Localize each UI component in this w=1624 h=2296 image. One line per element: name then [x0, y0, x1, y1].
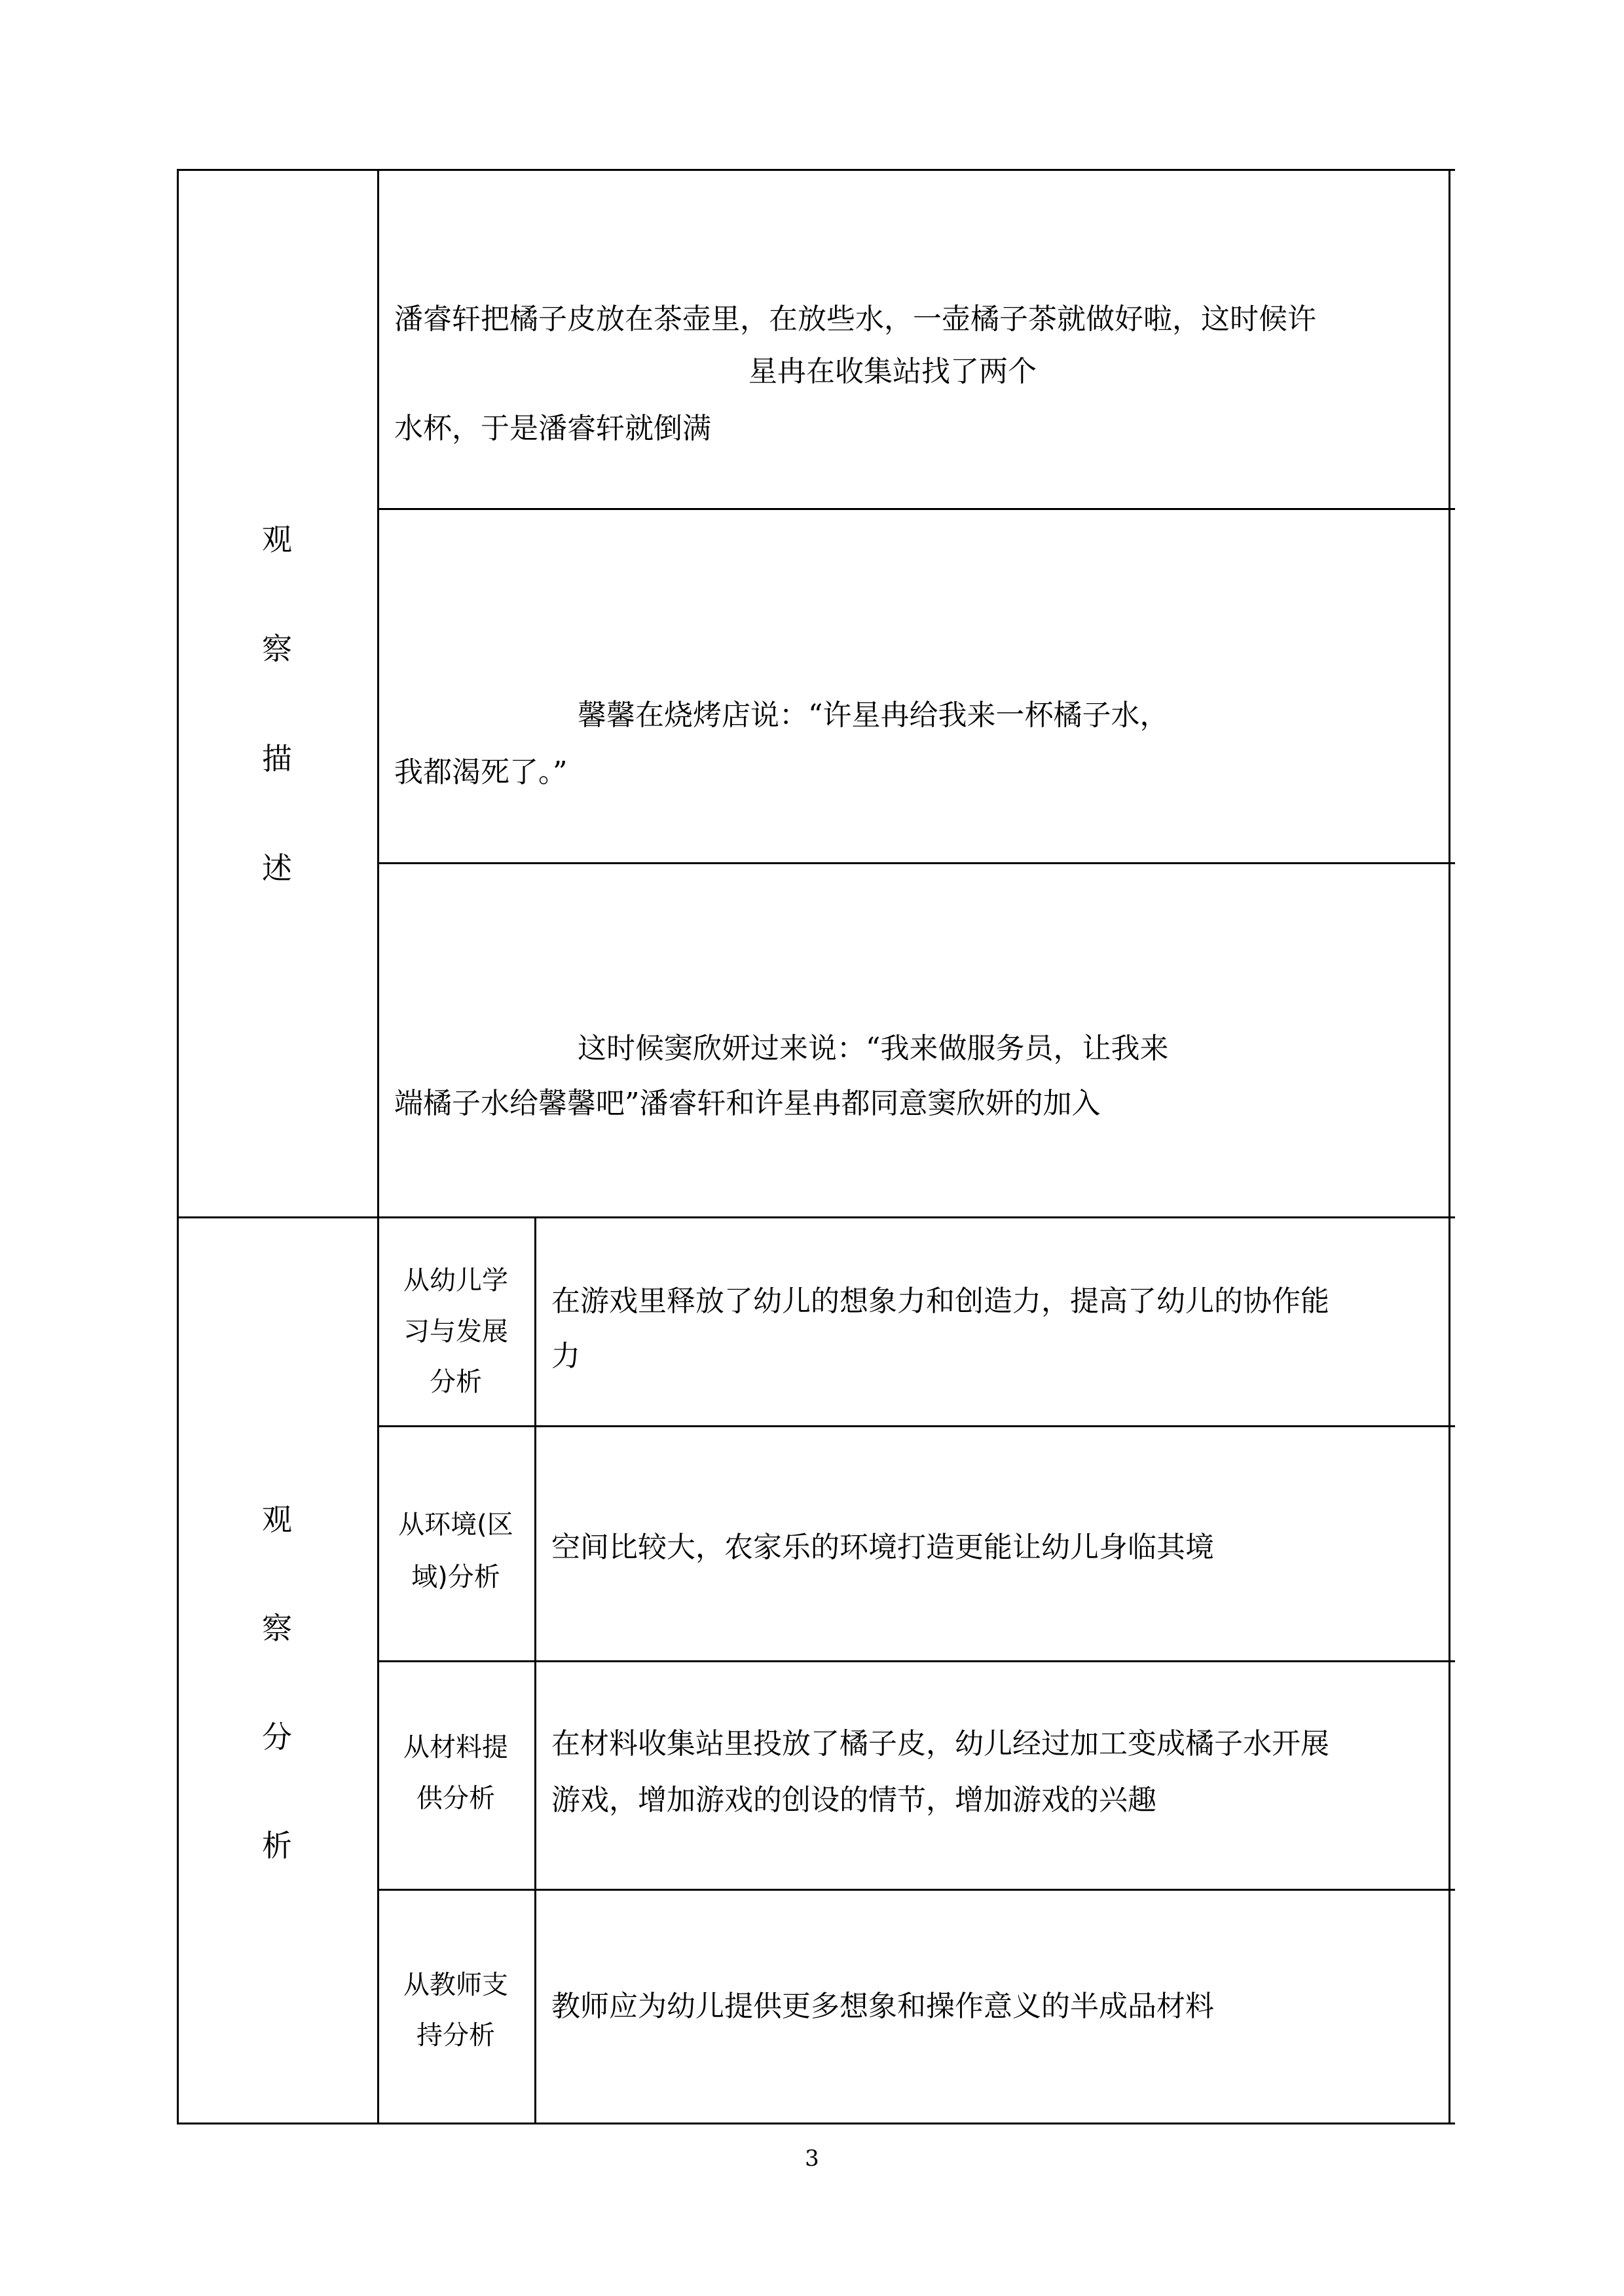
- aspect-environment-line-1: 从环境(区: [398, 1510, 513, 1540]
- aspect-teacher-line-2: 持分析: [416, 2020, 495, 2050]
- entry-2-line-1: 馨馨在烧烤店说：“许星冉给我来一杯橘子水，: [578, 699, 1169, 732]
- analysis-label-char: 分: [262, 1719, 292, 1755]
- analysis-row1-divider: [378, 1425, 1455, 1427]
- table-right-border: [1449, 169, 1450, 2124]
- table-bottom-border: [177, 2123, 1455, 2124]
- content-environment-line-1: 空间比较大，农家乐的环境打造更能让幼儿身临其境: [551, 1531, 1214, 1564]
- desc-row1-divider: [378, 508, 1455, 510]
- aspect-column-divider: [534, 1216, 536, 2124]
- desc-label-char: 描: [262, 741, 292, 776]
- section-divider: [177, 1216, 1455, 1218]
- aspect-learning-line-2: 习与发展: [403, 1317, 508, 1347]
- entry-1-line-2: 星冉在收集站找了两个: [748, 355, 1037, 388]
- analysis-label-char: 析: [262, 1828, 292, 1863]
- aspect-materials-line-2: 供分析: [416, 1783, 495, 1813]
- analysis-label-char: 观: [262, 1502, 292, 1537]
- analysis-label-char: 察: [262, 1611, 292, 1646]
- desc-label-char: 观: [262, 522, 292, 557]
- table-left-border: [177, 169, 179, 2124]
- entry-1-line-1: 潘睿轩把橘子皮放在茶壶里，在放些水，一壶橘子茶就做好啦，这时候许: [394, 302, 1316, 336]
- aspect-learning-line-1: 从幼儿学: [403, 1266, 508, 1296]
- content-materials-line-1: 在材料收集站里投放了橘子皮，幼儿经过加工变成橘子水开展: [551, 1727, 1329, 1760]
- label-column-divider: [377, 169, 379, 2124]
- aspect-materials-line-1: 从材料提: [403, 1732, 508, 1762]
- desc-label-char: 述: [262, 850, 292, 886]
- aspect-teacher-line-1: 从教师支: [403, 1970, 508, 2000]
- content-materials-line-2: 游戏，增加游戏的创设的情节，增加游戏的兴趣: [551, 1783, 1156, 1817]
- entry-1-line-3: 水杯，于是潘睿轩就倒满: [394, 412, 711, 445]
- aspect-environment-line-2: 域)分析: [411, 1562, 500, 1592]
- entry-2-line-2: 我都渴死了。”: [394, 756, 568, 789]
- content-teacher-line-1: 教师应为幼儿提供更多想象和操作意义的半成品材料: [551, 1990, 1214, 2023]
- desc-label-char: 察: [262, 631, 292, 666]
- desc-row2-divider: [378, 862, 1455, 864]
- entry-3-line-2: 端橘子水给馨馨吧”潘睿轩和许星冉都同意窦欣妍的加入: [394, 1087, 1101, 1120]
- content-learning-line-1: 在游戏里释放了幼儿的想象力和创造力，提高了幼儿的协作能: [551, 1285, 1329, 1318]
- content-learning-line-2: 力: [551, 1339, 580, 1373]
- analysis-row2-divider: [378, 1660, 1455, 1662]
- analysis-row3-divider: [378, 1889, 1455, 1891]
- entry-3-line-1: 这时候窦欣妍过来说：“我来做服务员，让我来: [578, 1032, 1169, 1065]
- table-top-border: [177, 169, 1455, 171]
- aspect-learning-line-3: 分析: [430, 1367, 482, 1397]
- page-number: 3: [805, 2145, 819, 2172]
